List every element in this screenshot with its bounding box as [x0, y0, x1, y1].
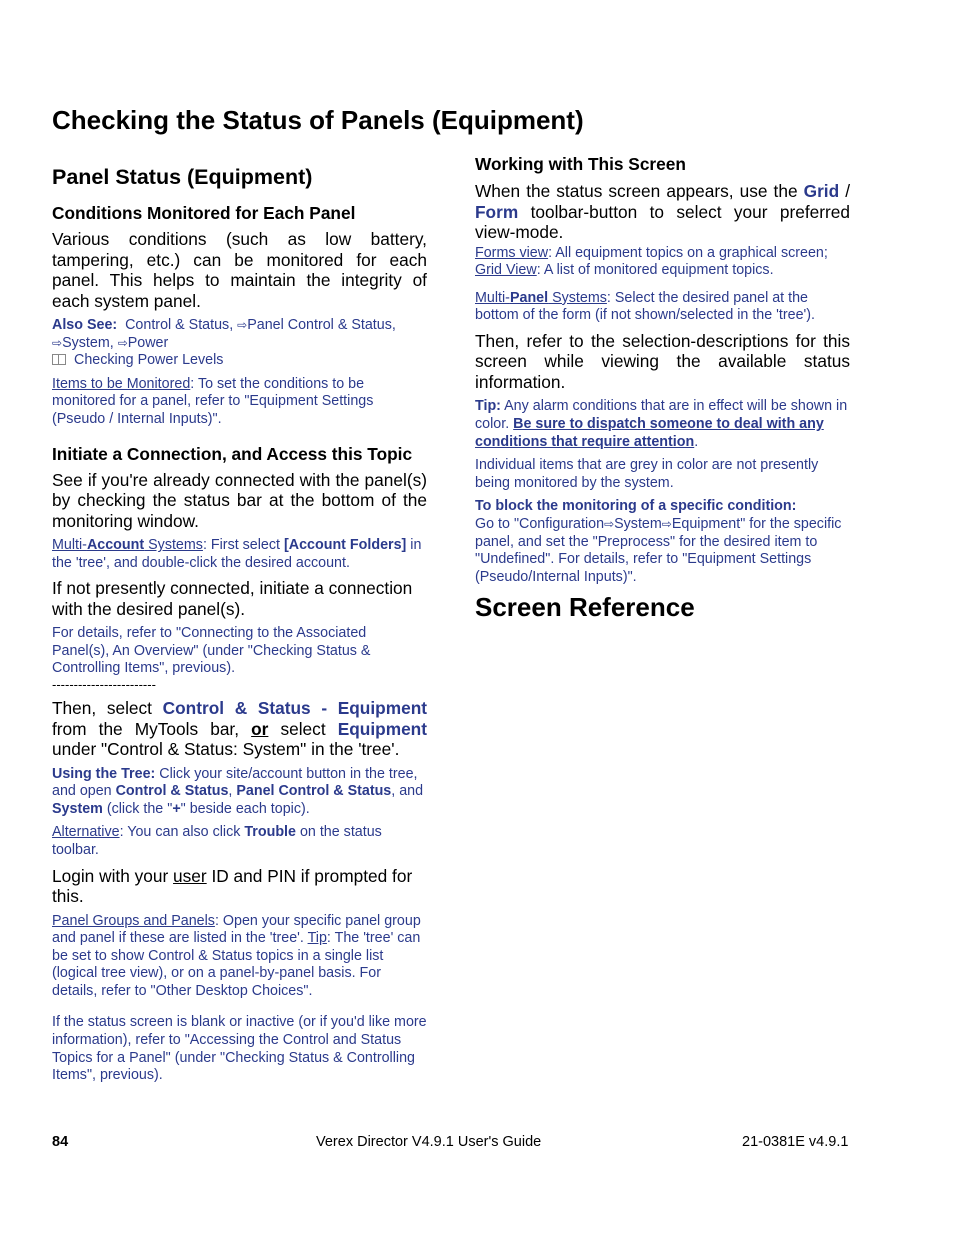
link-panel-control-status[interactable]: Panel Control & Status, [247, 317, 396, 333]
grey-items-note: Individual items that are grey in color are not presently being monitored by the system. [475, 457, 819, 491]
link-grid-view[interactable]: Grid View [475, 262, 537, 279]
trouble-label: Trouble [244, 824, 296, 841]
block-monitoring-note: To block the monitoring of a specific condition: Go to "Configuration⇨System⇨Equipment" for the specific panel, and set the "Preprocess" for the desired item to "Undefined". For details, refer to "Equipment Settings (Pseudo/Internal Inputs)". [475, 498, 842, 585]
multi-account-note [52, 537, 427, 572]
paragraph-see-if: See if you're already connected with the panel(s) by checking the status bar at the bottom of the monitoring window. [52, 469, 427, 531]
arrow-icon: ⇨ [604, 516, 615, 531]
items-monitored-text: : To set the conditions to be monitored for a panel, refer to "Equipment Settings (Pseudo / Internal Inputs)". [52, 375, 374, 427]
paragraph-various: Various conditions (such as low battery, tampering, etc.) can be monitored for each panel. This helps to maintain the integrity of each system panel. [52, 229, 427, 311]
paragraph-login: Login with your user ID and PIN if prompted for this. [52, 865, 413, 906]
form-label: Form [475, 201, 519, 222]
paragraph-if-not: If not presently connected, initiate a connection with the desired panel(s). [52, 578, 413, 619]
multi-account-text-2: in the 'tree', and double-click the desired account. [52, 537, 422, 571]
right-column [475, 153, 850, 624]
dashed-divider: ------------------------ [52, 677, 156, 693]
book-icon [52, 354, 66, 365]
block-label: To block the monitoring of a specific condition: [475, 498, 797, 515]
paragraph-when: When the status screen appears, use the Grid / Form toolbar-button to select your preferred view-mode. [475, 181, 851, 242]
page-number: 84 [52, 1134, 69, 1150]
items-monitored-note [52, 376, 427, 429]
heading-conditions: Conditions Monitored for Each Panel [52, 203, 356, 223]
panel-groups-note: Panel Groups and Panels: Open your specific panel group and panel if these are listed in the 'tree'. Tip: The 'tree' can be set to show Control & Status topics in a single list (logical tree view), or on a panel-by-panel basis. For details, refer to "Other Desktop Choices". [52, 912, 421, 999]
arrow-icon: ⇨ [52, 335, 63, 350]
link-tip[interactable]: Tip [307, 930, 327, 947]
multi-panel-note: Multi-Panel Systems: Select the desired panel at the bottom of the form (if not shown/selected in the 'tree'). [475, 289, 816, 324]
link-alternative[interactable]: Alternative [52, 824, 120, 841]
arrow-icon: ⇨ [661, 516, 672, 531]
link-system[interactable]: System, [62, 334, 118, 351]
for-details-note: For details, refer to "Connecting to the Associated Panel(s), An Overview" (under "Checking Status & Controlling Items", previous). [52, 625, 371, 677]
paragraph-then-select: Then, select Control & Status - Equipment from the MyTools bar, or select Equipment under "Control & Status: System" in the 'tree'. [52, 698, 428, 760]
page-title: Checking the Status of Panels (Equipment) [52, 105, 584, 135]
control-status-equipment-label: Control & Status - Equipment [162, 698, 428, 719]
alternative-note: Alternative: You can also click Trouble on the status toolbar. [52, 824, 382, 858]
paragraph-then-refer: Then, refer to the selection-descriptions for this screen while viewing the available status information. [475, 330, 850, 392]
link-power[interactable]: Power [127, 334, 169, 351]
heading-working: Working with This Screen [475, 154, 686, 174]
blank-screen-note: If the status screen is blank or inactive (or if you'd like more information), refer to "Accessing the Control and Status Topics for a Panel" (under "Checking Status & Controlling Items", previous). [52, 1014, 427, 1084]
or-label: or [251, 718, 269, 739]
arrow-icon: ⇨ [117, 335, 128, 350]
document-id: 21-0381E v4.9.1 [742, 1134, 849, 1150]
also-see-note [52, 317, 427, 370]
link-multi-panel[interactable]: Multi-Panel Systems [475, 289, 607, 306]
heading-screen-reference: Screen Reference [475, 592, 695, 623]
link-control-status[interactable]: Control & Status, [125, 317, 238, 333]
guide-title: Verex Director V4.9.1 User's Guide [316, 1134, 542, 1150]
link-panel-groups[interactable]: Panel Groups and Panels [52, 912, 215, 929]
using-tree-label: Using the Tree: [52, 765, 156, 782]
multi-account-text: : First select [202, 537, 284, 554]
view-modes-note: Forms view: All equipment topics on a graphical screen; Grid View: A list of monitored equipment topics. [475, 244, 828, 279]
heading-initiate: Initiate a Connection, and Access this Topic [52, 443, 413, 464]
link-multi-account[interactable]: Multi-Account Systems [52, 537, 203, 554]
equipment-label: Equipment [337, 718, 427, 739]
link-items-monitored[interactable]: Items to be Monitored [52, 375, 191, 392]
also-see-label: Also See: [52, 317, 118, 333]
arrow-icon: ⇨ [237, 318, 248, 332]
tip-label: Tip: [475, 398, 501, 415]
link-forms-view[interactable]: Forms view [475, 244, 549, 261]
left-column [52, 155, 427, 1091]
dispatch-warning: Be sure to dispatch someone to deal with any conditions that require attention [475, 415, 824, 450]
link-checking-power[interactable]: Checking Power Levels [74, 352, 224, 369]
account-folders-label: [Account Folders] [283, 537, 407, 554]
using-tree-note: Using the Tree: Click your site/account button in the tree, and open Control & Status, Panel Control & Status, and System (click the "+" beside each topic). [52, 765, 424, 817]
grid-label: Grid [803, 181, 840, 201]
tip-note: Tip: Any alarm conditions that are in effect will be shown in color. Be sure to dispatch someone to deal with any conditions that require attention. [475, 398, 848, 450]
user-label: user [173, 865, 207, 886]
heading-panel-status: Panel Status (Equipment) [52, 165, 313, 189]
